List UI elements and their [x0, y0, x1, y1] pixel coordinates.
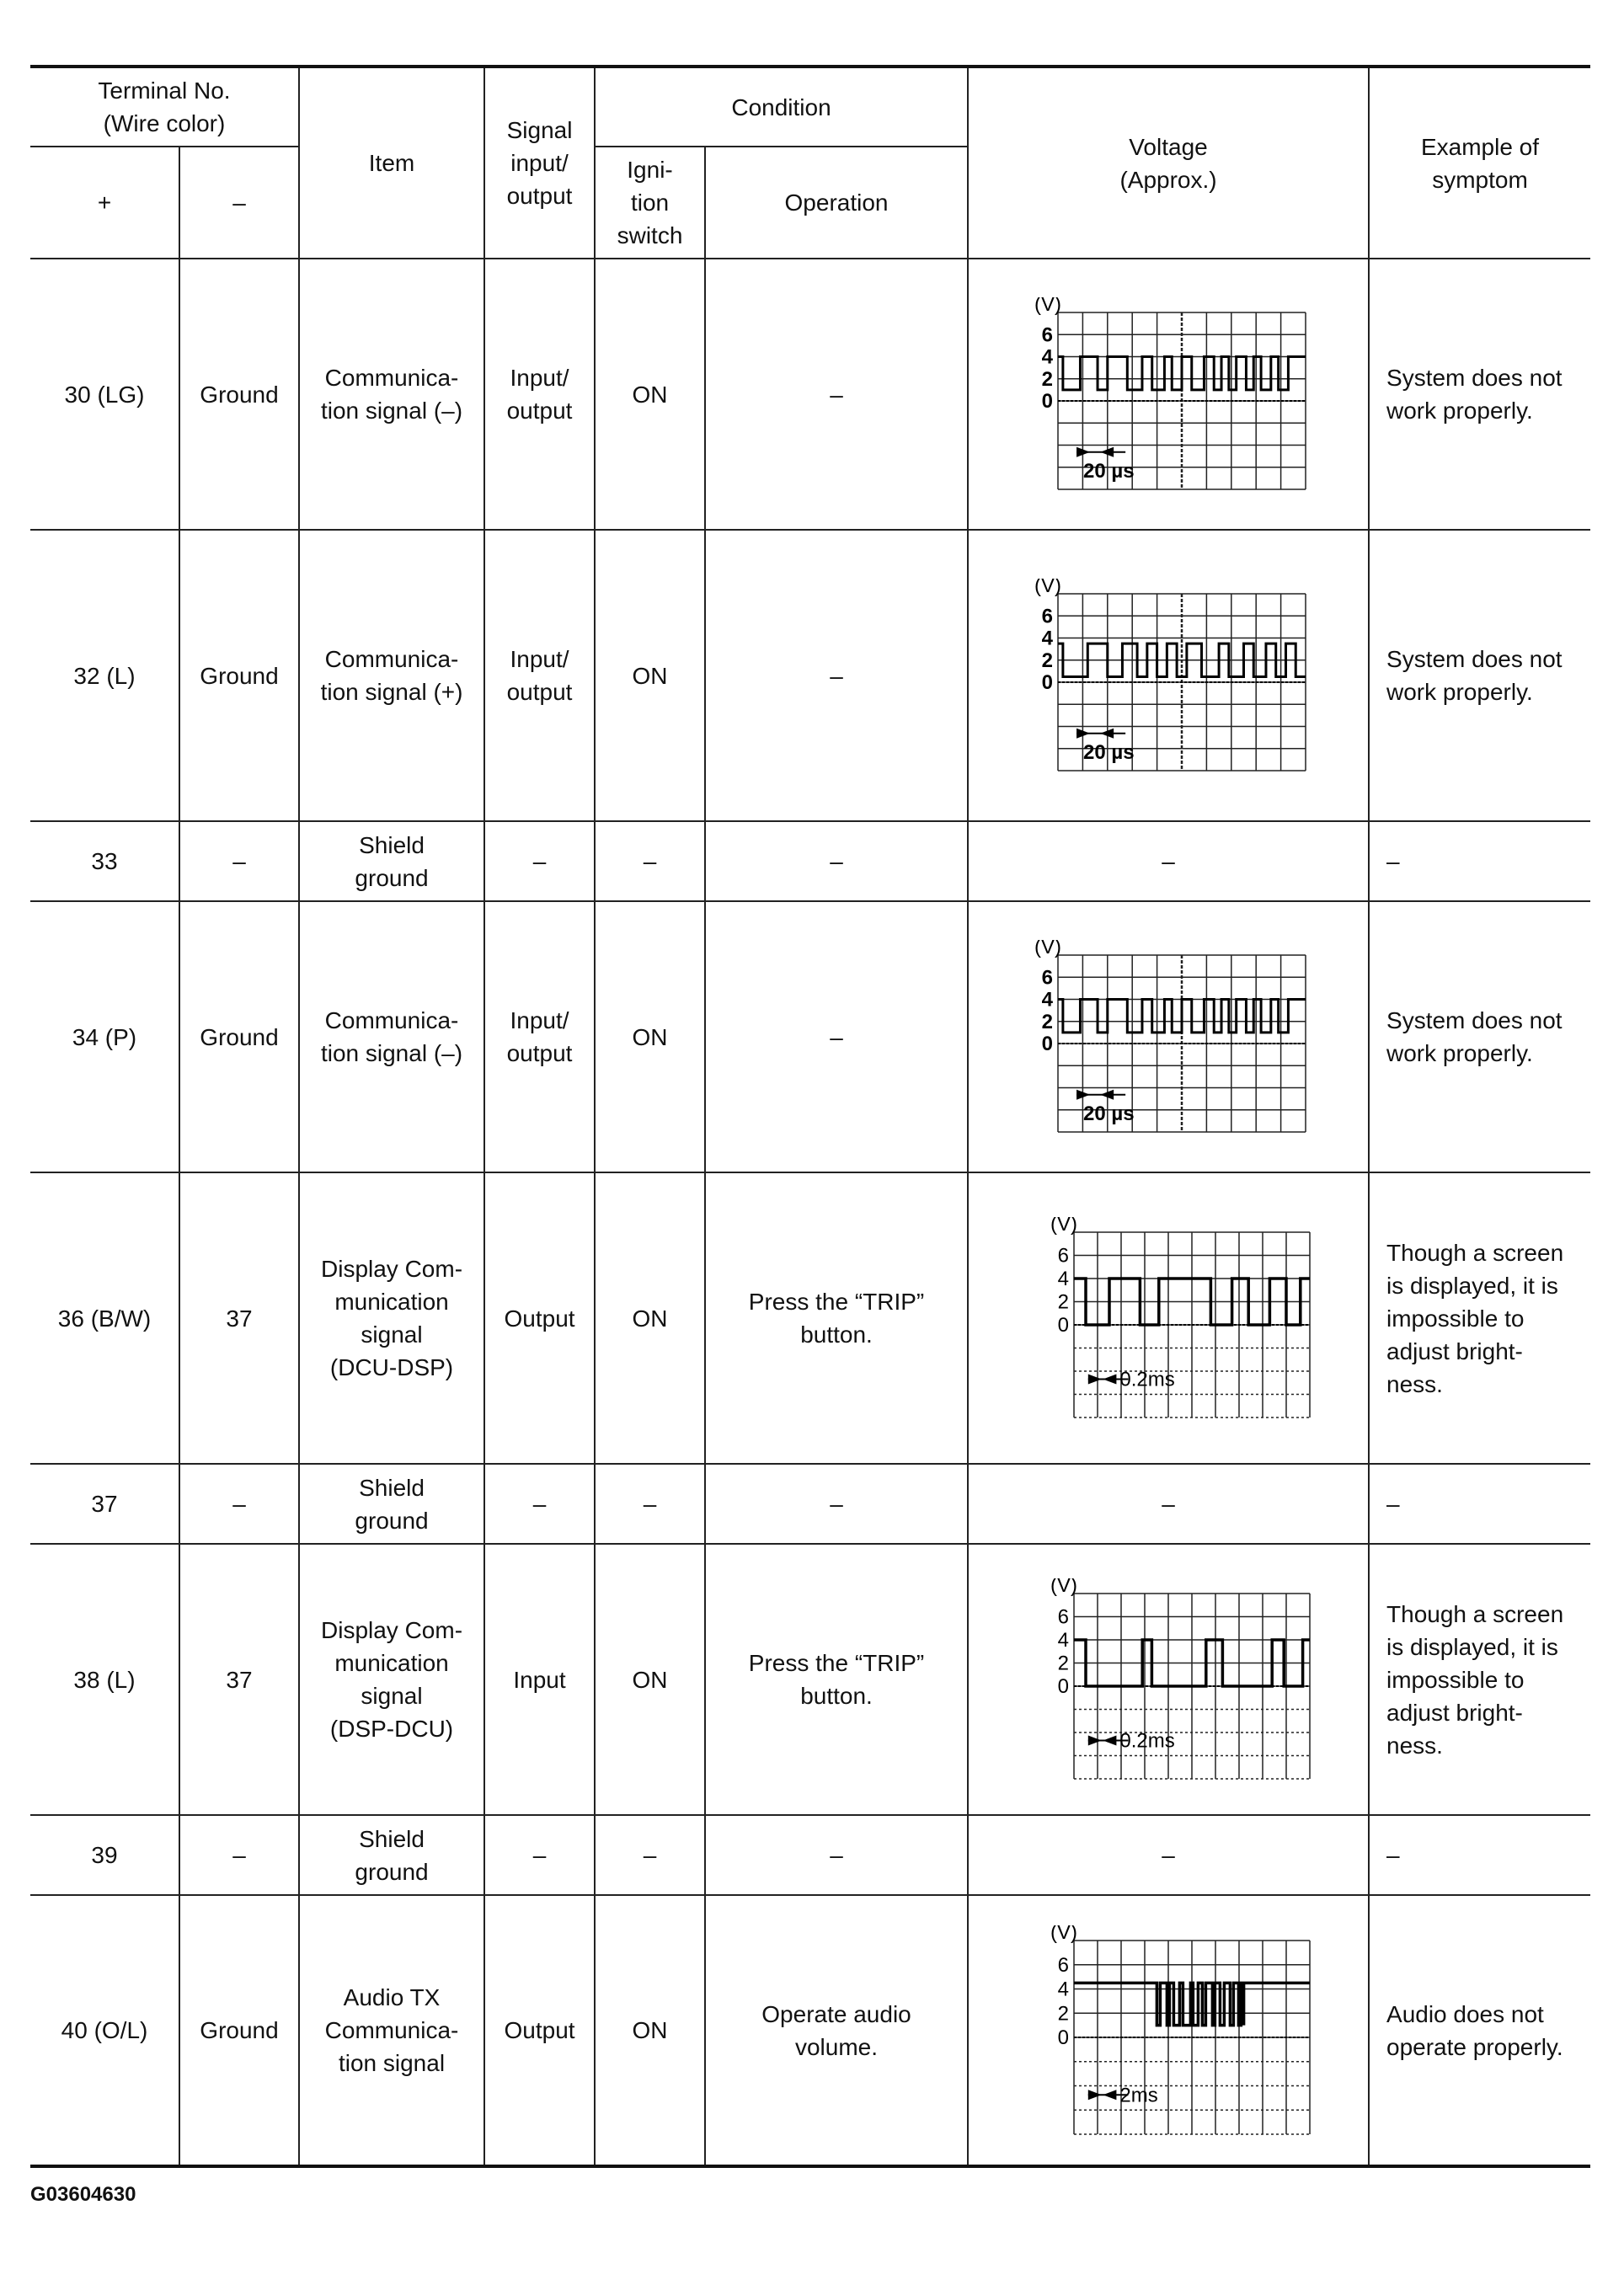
voltage-cell [968, 530, 1369, 821]
voltage-cell: – [968, 1815, 1369, 1895]
terminal-plus-cell: 30 (LG) [30, 259, 179, 530]
scope-y-tick: 2 [1057, 1290, 1070, 1314]
ignition-cell: ON [595, 1172, 705, 1464]
ignition-cell: ON [595, 259, 705, 530]
scope-y-tick: 4 [1057, 1629, 1070, 1652]
item-cell: Shield ground [299, 821, 484, 901]
operation-cell: – [705, 530, 968, 821]
operation-cell: – [705, 821, 968, 901]
table-row [30, 530, 1590, 821]
terminal-minus-cell: – [179, 1464, 299, 1544]
signal-io-cell: Input/ output [484, 259, 595, 530]
header-plus: + [30, 147, 179, 259]
scope-y-tick: 2 [1041, 649, 1054, 672]
table-row [30, 901, 1590, 1172]
scope-y-tick: 4 [1057, 1978, 1070, 2000]
scope-y-tick: 2 [1057, 1652, 1070, 1675]
signal-io-cell: Input/ output [484, 530, 595, 821]
signal-io-cell: – [484, 821, 595, 901]
scope-y-tick: 6 [1041, 605, 1054, 628]
header-item: Item [299, 67, 484, 259]
operation-cell: – [705, 259, 968, 530]
ignition-cell: – [595, 1464, 705, 1544]
scope-y-tick: 4 [1057, 1268, 1070, 1290]
scope-time-division: 20 µs [1083, 1102, 1135, 1125]
scope-y-tick: 6 [1041, 966, 1054, 990]
oscilloscope-waveform [1025, 1925, 1311, 2136]
terminal-minus-cell: Ground [179, 259, 299, 530]
item-cell: Display Com- munication signal (DCU-DSP) [299, 1172, 484, 1464]
table-row [30, 821, 1590, 901]
signal-io-cell: Input [484, 1544, 595, 1815]
scope-time-division: 20 µs [1083, 740, 1135, 764]
item-cell: Display Com- munication signal (DSP-DCU) [299, 1544, 484, 1815]
header-condition: Condition [595, 67, 968, 147]
ignition-cell: ON [595, 1895, 705, 2166]
item-cell: Communica- tion signal (+) [299, 530, 484, 821]
item-cell: Communica- tion signal (–) [299, 259, 484, 530]
item-cell: Shield ground [299, 1464, 484, 1544]
oscilloscope-waveform [1029, 579, 1307, 772]
voltage-cell: – [968, 1464, 1369, 1544]
terminal-minus-cell: Ground [179, 530, 299, 821]
terminal-plus-cell: 32 (L) [30, 530, 179, 821]
ignition-cell: – [595, 1815, 705, 1895]
symptom-cell: – [1369, 821, 1590, 901]
scope-unit-label: (V) [1050, 1217, 1078, 1236]
scope-y-tick: 6 [1041, 323, 1054, 347]
table-row [30, 1464, 1590, 1544]
scope-y-tick: 0 [1041, 390, 1054, 413]
scope-unit-label: (V) [1050, 1578, 1078, 1597]
terminal-plus-cell: 34 (P) [30, 901, 179, 1172]
terminal-plus-cell: 38 (L) [30, 1544, 179, 1815]
header-ignition-switch: Igni- tion switch [595, 147, 705, 259]
oscilloscope-waveform [1029, 940, 1307, 1134]
symptom-cell: Audio does not operate properly. [1369, 1895, 1590, 2166]
ignition-cell: ON [595, 530, 705, 821]
terminal-minus-cell: Ground [179, 1895, 299, 2166]
scope-y-tick: 6 [1057, 1244, 1070, 1268]
operation-cell: – [705, 1464, 968, 1544]
ignition-cell: ON [595, 901, 705, 1172]
terminal-minus-cell: Ground [179, 901, 299, 1172]
table-row [30, 1172, 1590, 1464]
scope-time-division: 20 µs [1083, 459, 1135, 483]
terminal-plus-cell: 33 [30, 821, 179, 901]
scope-y-tick: 4 [1041, 627, 1054, 650]
scope-y-tick: 0 [1057, 1675, 1070, 1698]
scope-unit-label: (V) [1050, 1925, 1078, 1944]
terminal-plus-cell: 36 (B/W) [30, 1172, 179, 1464]
scope-unit-label: (V) [1034, 940, 1062, 958]
header-signal-io: Signal input/ output [484, 67, 595, 259]
voltage-cell [968, 259, 1369, 530]
signal-io-cell: Output [484, 1895, 595, 2166]
terminal-plus-cell: 37 [30, 1464, 179, 1544]
scope-trace [1058, 357, 1306, 390]
item-cell: Audio TX Communica- tion signal [299, 1895, 484, 2166]
voltage-cell [968, 1172, 1369, 1464]
voltage-cell: – [968, 821, 1369, 901]
table-row [30, 1895, 1590, 2166]
scope-y-tick: 0 [1041, 671, 1054, 694]
table-row [30, 1815, 1590, 1895]
oscilloscope-waveform [1025, 1217, 1311, 1419]
signal-io-cell: – [484, 1464, 595, 1544]
scope-y-tick: 6 [1057, 1605, 1070, 1629]
operation-cell: Operate audio volume. [705, 1895, 968, 2166]
symptom-cell: – [1369, 1815, 1590, 1895]
voltage-cell [968, 1895, 1369, 2166]
scope-y-tick: 0 [1041, 1033, 1054, 1055]
terminal-plus-cell: 39 [30, 1815, 179, 1895]
scope-trace [1058, 1000, 1306, 1033]
scope-y-tick: 0 [1057, 2026, 1070, 2049]
operation-cell: Press the “TRIP” button. [705, 1172, 968, 1464]
symptom-cell: System does not work properly. [1369, 259, 1590, 530]
scope-y-tick: 4 [1041, 988, 1054, 1012]
voltage-cell [968, 901, 1369, 1172]
operation-cell: Press the “TRIP” button. [705, 1544, 968, 1815]
ignition-cell: – [595, 821, 705, 901]
scope-time-division: 0.2ms [1119, 1368, 1175, 1391]
terminal-minus-cell: – [179, 821, 299, 901]
scope-unit-label: (V) [1034, 297, 1062, 316]
terminal-plus-cell: 40 (O/L) [30, 1895, 179, 2166]
scope-time-division: 2ms [1119, 2083, 1158, 2106]
symptom-cell: System does not work properly. [1369, 530, 1590, 821]
header-voltage: Voltage (Approx.) [968, 67, 1369, 259]
scope-unit-label: (V) [1034, 579, 1062, 597]
figure-id: G03604630 [30, 2183, 136, 2206]
signal-io-cell: Output [484, 1172, 595, 1464]
header-minus: – [179, 147, 299, 259]
signal-io-cell: Input/ output [484, 901, 595, 1172]
item-cell: Shield ground [299, 1815, 484, 1895]
signal-io-cell: – [484, 1815, 595, 1895]
symptom-cell: Though a screen is displayed, it is impossible to adjust bright- ness. [1369, 1172, 1590, 1464]
terminal-minus-cell: 37 [179, 1544, 299, 1815]
oscilloscope-waveform [1025, 1578, 1311, 1780]
scope-y-tick: 6 [1057, 1953, 1070, 1977]
symptom-cell: System does not work properly. [1369, 901, 1590, 1172]
scope-y-tick: 2 [1057, 2001, 1070, 2025]
header-operation: Operation [705, 147, 968, 259]
table-row [30, 259, 1590, 530]
item-cell: Communica- tion signal (–) [299, 901, 484, 1172]
header-symptom: Example of symptom [1369, 67, 1590, 259]
voltage-cell [968, 1544, 1369, 1815]
operation-cell: – [705, 1815, 968, 1895]
scope-time-division: 0.2ms [1119, 1729, 1175, 1753]
scope-y-tick: 4 [1041, 345, 1054, 369]
ignition-cell: ON [595, 1544, 705, 1815]
scope-y-tick: 2 [1041, 1010, 1054, 1033]
header-terminal-no: Terminal No. (Wire color) [30, 67, 299, 147]
operation-cell: – [705, 901, 968, 1172]
terminal-spec-table [30, 65, 1590, 2168]
symptom-cell: Though a screen is displayed, it is impossible to adjust bright- ness. [1369, 1544, 1590, 1815]
oscilloscope-waveform [1029, 297, 1307, 491]
symptom-cell: – [1369, 1464, 1590, 1544]
table-row [30, 1544, 1590, 1815]
terminal-minus-cell: – [179, 1815, 299, 1895]
terminal-minus-cell: 37 [179, 1172, 299, 1464]
scope-y-tick: 2 [1041, 367, 1054, 391]
scope-y-tick: 0 [1057, 1314, 1070, 1337]
